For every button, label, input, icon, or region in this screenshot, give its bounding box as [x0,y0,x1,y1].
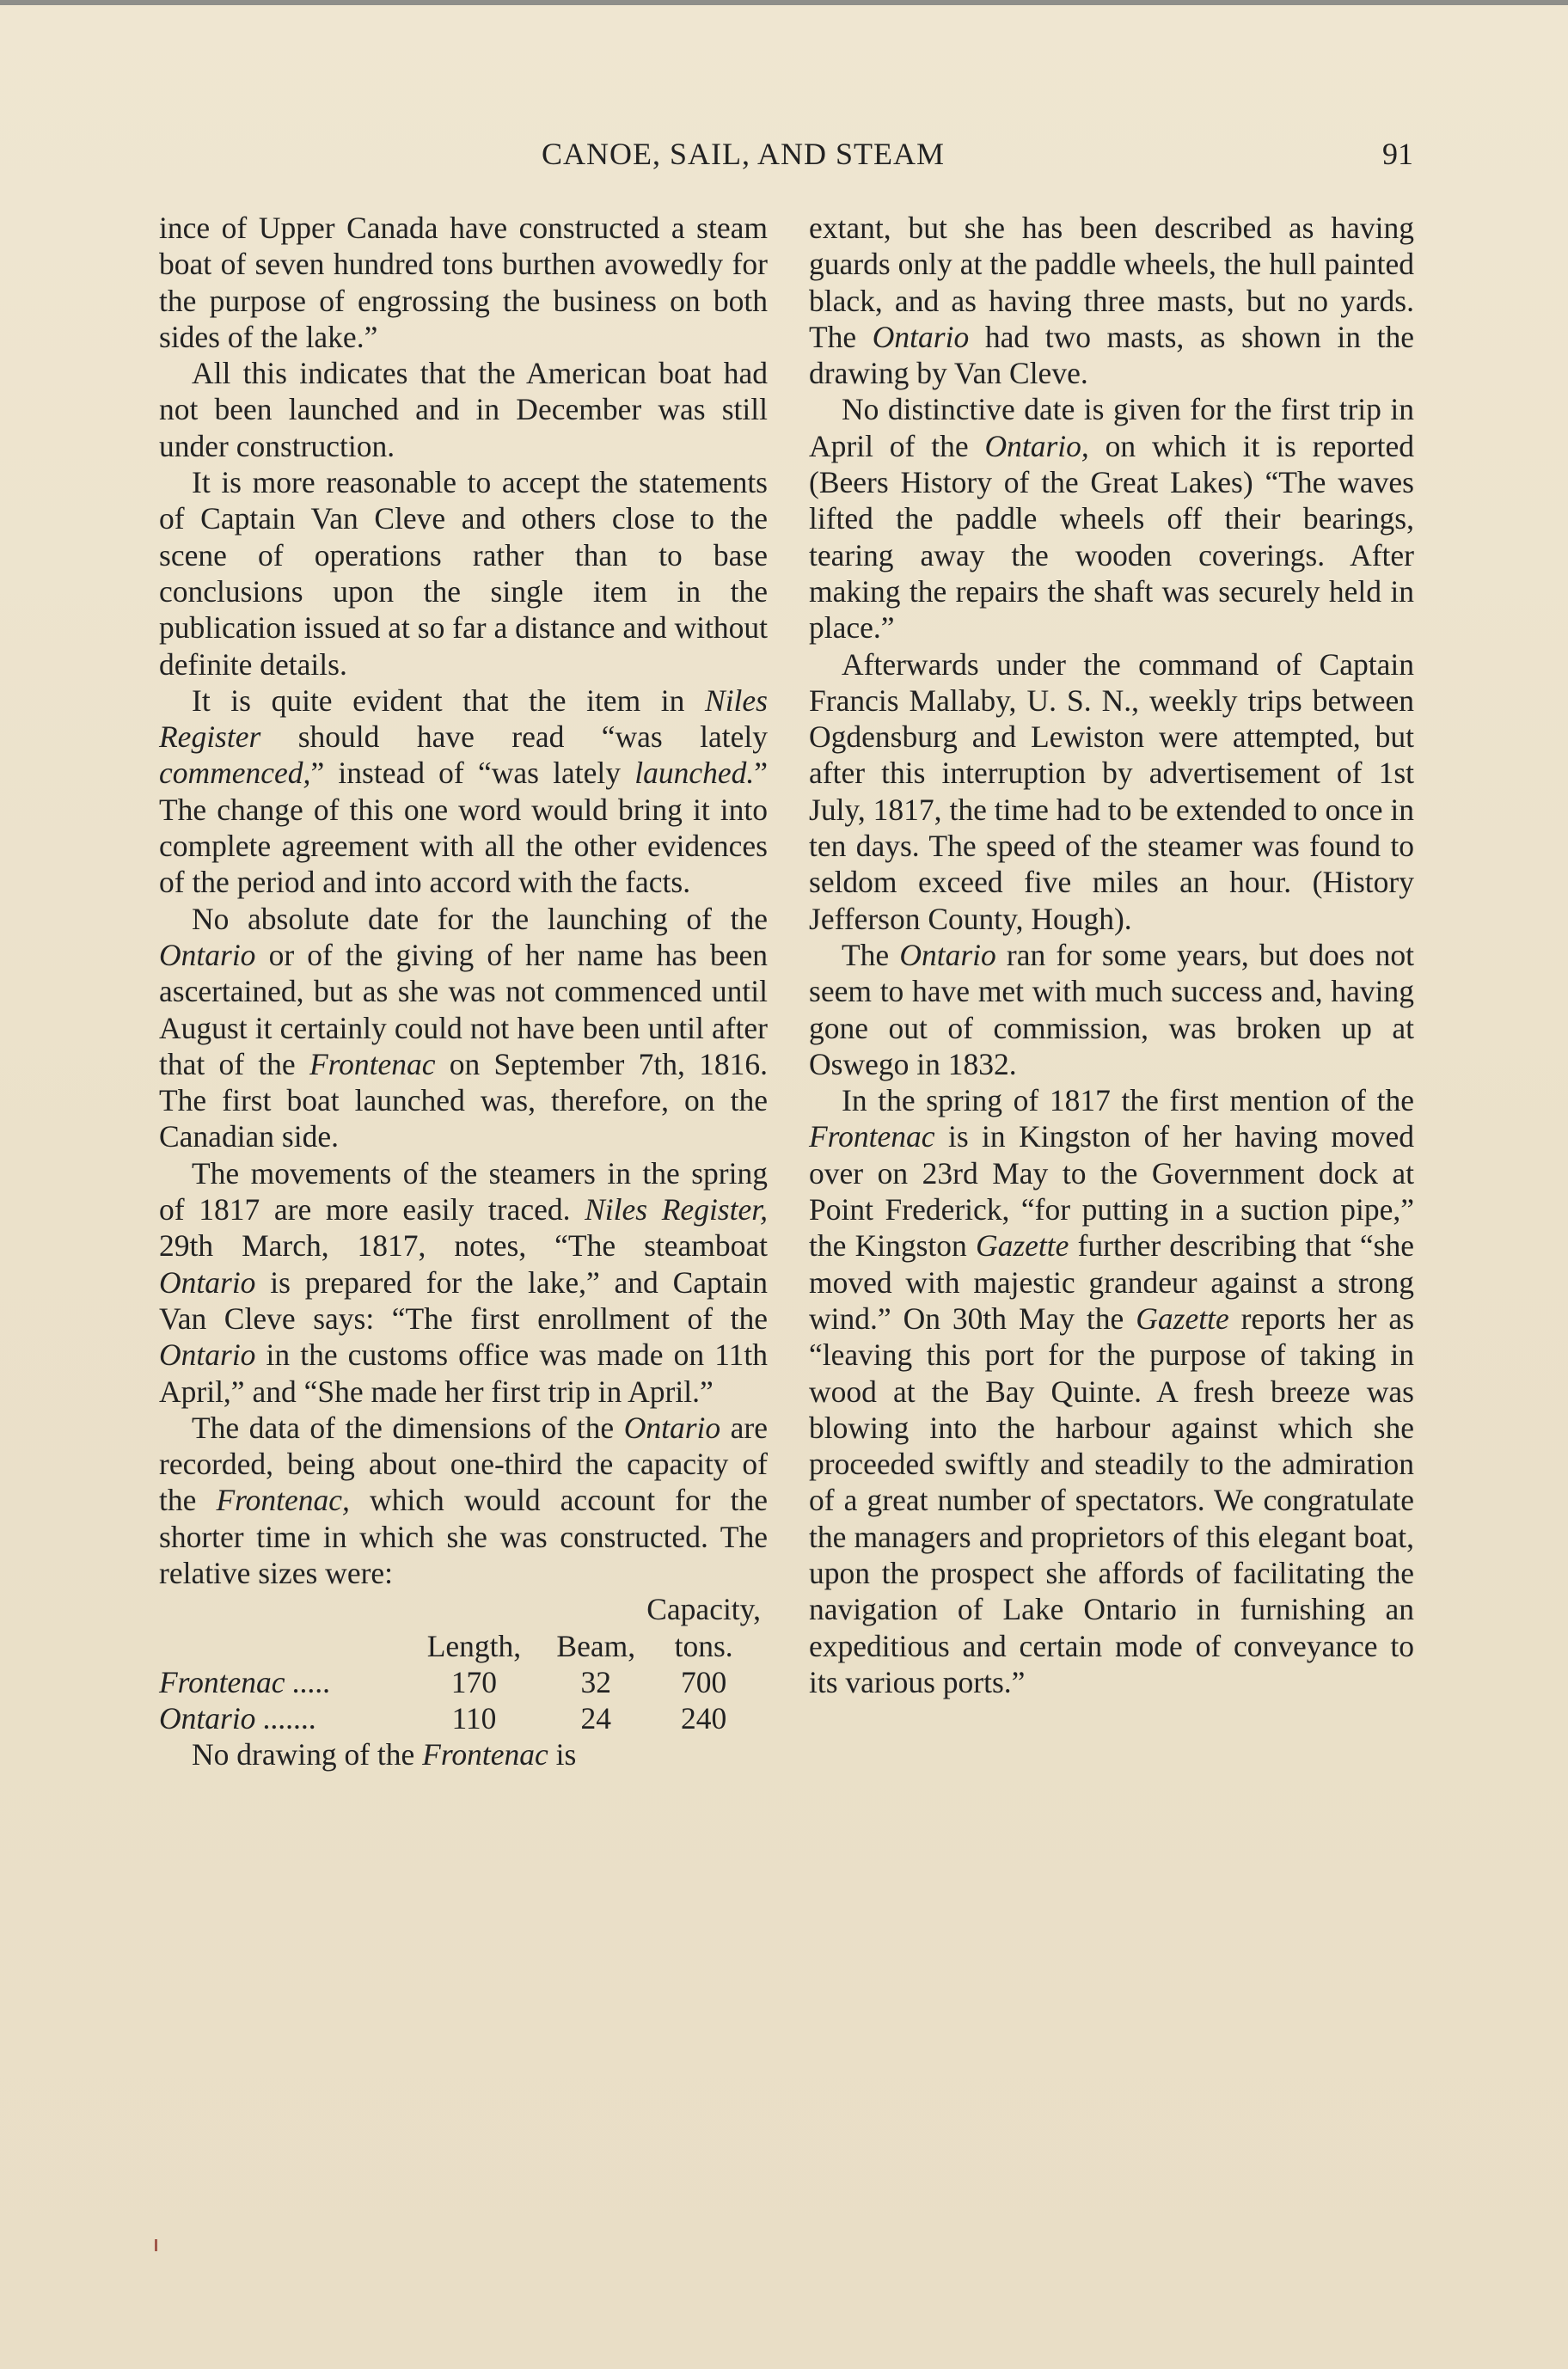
text-run: in the customs office was made on 11th April,” and “She made her first trip in April.” [159,1338,768,1409]
italic-run: Frontenac, [216,1483,350,1518]
dot-leader: ....... [255,1701,317,1736]
text-run: The data of the dimensions of the [192,1410,624,1445]
text-run: extant, but she has been described as having guards only at the paddle wheels, the hull painted black, and as having three masts, but no yards. The [809,211,1414,354]
column-header: Beam, [556,1628,636,1663]
text-run: is in Kingston of her having moved over on 23rd May to the Government dock at Point Frederick, “for putting in a suction pipe,” the Kingston [809,1119,1414,1264]
text-run: In the spring of 1817 the first mention of the [842,1083,1414,1118]
text-run: should have read “was lately [260,719,768,755]
paragraph [159,1736,768,1772]
text-run: is prepared for the lake,” and Captain Van Cleve says: “The first enrollment of the [159,1264,768,1336]
paragraph: ince of Upper Canada have constructed a steam boat of seven hundred tons burthen avowedly for the purpose of engrossing the business on both sides of the lake.” [159,211,768,354]
paragraph [809,937,1414,1082]
right-column [809,210,1414,1700]
text-run: The movements of the steamers in the spring of 1817 are more easily traced. [159,1155,768,1227]
italic-run: Frontenac [309,1046,436,1081]
text-run: is [548,1737,577,1772]
text-run: No drawing of the [192,1737,423,1772]
paragraph [159,683,768,901]
text-run: The [842,937,900,972]
paragraph [159,1410,768,1591]
vessel-name-cell [159,1700,403,1736]
text-run: which would account for the shorter time in which she was constructed. The relative sizes were: [159,1483,769,1590]
italic-run: Gazette [975,1228,1069,1264]
italic-run: Ontario [159,1338,256,1373]
paragraph: It is more reasonable to accept the statements of Captain Van Cleve and others close to the scene of operations rather than to base conclusions upon the single item in the publication issued at so far a distance and without definite details. [159,465,768,682]
text-run: 29th March, 1817, notes, “The steamboat [159,1228,768,1264]
paragraph: Afterwards under the command of Captain Francis Mallaby, U. S. N., weekly trips between Ogdensburg and Lewiston were attempted, but after this interruption by advertisement of 1st July, 1817, the time had to be extended to once in ten days. The speed of the steamer was found to seldom exceed five miles an hour. (History Jefferson County, Hough). [809,646,1414,936]
text-run: ” instead of “was lately [310,756,635,791]
italic-run: launched. [634,756,755,791]
table-corner [159,1591,403,1627]
text-run: further describing that “she moved with majestic grandeur against a strong wind.” On 30th May the [809,1228,1414,1336]
text-run: ran for some years, but does not seem to have met with much success and, having gone out of commission, was broken up at Oswego in 1832. [809,937,1414,1081]
table-corner [545,1591,646,1627]
italic-run: Ontario [159,1264,256,1300]
italic-run: Ontario [159,937,256,972]
italic-run: Niles Register [159,683,768,755]
italic-run: Frontenac [809,1119,935,1154]
vessel-name-cell [159,1664,403,1700]
column-header: tons. [674,1628,733,1663]
vessel-name: Ontario [159,1701,256,1736]
dot-leader: ..... [285,1664,331,1699]
text-run: No absolute date for the launching of the [192,901,768,936]
italic-run: Gazette [1136,1301,1229,1336]
paragraph [809,1082,1414,1700]
column-header: Length, [426,1628,522,1663]
capacity-cell: 240 [680,1701,727,1736]
italic-run: Ontario [872,319,970,354]
vessel-name: Frontenac [159,1664,285,1699]
paragraph: All this indicates that the American boat had not been launched and in December was still under construction. [159,356,768,463]
running-head-title: CANOE, SAIL, AND STEAM [542,137,946,171]
beam-cell: 24 [580,1701,611,1736]
italic-run: Frontenac [422,1737,548,1772]
left-column [159,210,768,1773]
text-run: It is quite evident that the item in [192,683,706,718]
dimensions-table [159,1591,761,1736]
table-row [159,1664,761,1700]
text-run: are recorded, being about one-third the capacity of the [159,1410,768,1518]
italic-run: Niles Register, [585,1192,768,1227]
italic-run: Ontario [623,1410,721,1445]
paragraph [159,1155,768,1410]
text-run: No distinctive date is given for the first trip in April of the [809,392,1414,463]
text-run: had two masts, as shown in the drawing by Van Cleve. [809,319,1414,391]
page-number: 91 [1382,137,1413,171]
table-corner [159,1628,403,1664]
column-header-top: Capacity, [646,1592,761,1627]
margin-ink-mark [155,2239,157,2251]
text-run: on September 7th, 1816. The first boat launched was, therefore, on the Canadian side. [159,1046,768,1154]
beam-cell: 32 [580,1664,611,1699]
italic-run: commenced, [159,756,311,791]
text-run: ” The change of this one word would bring it into complete agreement with all the other evidences of the period and into accord with the facts. [159,756,768,900]
length-cell: 110 [451,1701,497,1736]
paragraph [809,391,1414,646]
capacity-cell: 700 [680,1664,727,1699]
text-run: or of the giving of her name has been ascertained, but as she was not commenced until August it certainly could not have been until after that of the [159,937,768,1081]
paragraph [159,901,768,1155]
length-cell: 170 [450,1664,498,1699]
text-run: on which it is reported (Beers History of the Great Lakes) “The waves lifted the paddle wheels off their bearings, tearing away the wooden coverings. After making the repairs the shaft was securely held in place.” [809,428,1414,646]
text-run: reports her as “leaving this port for the purpose of taking in wood at the Bay Quinte. A fresh breeze was blowing into the harbour against which she proceeded swiftly and steadily to the admiration of a great number of spectators. We congratulate the managers and proprietors of this elegant boat, upon the prospect she affords of facilitating the navigation of Lake Ontario in furnishing an expeditious and certain mode of conveyance to its various ports.” [809,1301,1415,1699]
table-corner [403,1591,546,1627]
italic-run: Ontario [899,937,996,972]
italic-run: Ontario, [984,428,1089,463]
table-row [159,1700,761,1736]
paragraph [809,210,1414,391]
page-top-edge [0,0,1568,5]
